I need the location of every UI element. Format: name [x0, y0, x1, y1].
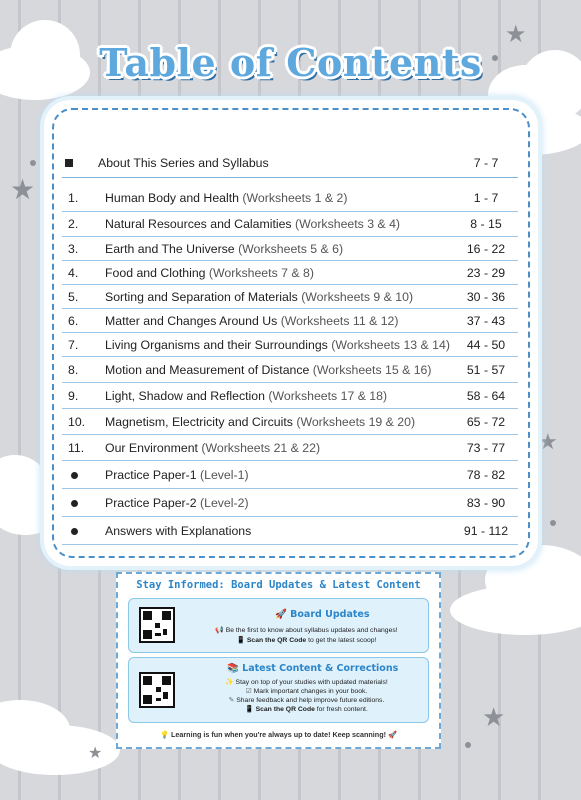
bullet-icon	[71, 528, 78, 535]
latest-content-scan-rest: for fresh content.	[314, 706, 368, 713]
board-updates-heading: Board Updates	[290, 609, 370, 620]
toc-row	[62, 185, 518, 212]
chapter-worksheets: (Worksheets 17 & 18)	[268, 388, 388, 403]
chapter-number: 8.	[68, 362, 79, 377]
toc-row	[62, 333, 518, 357]
chapter-number: 7.	[68, 337, 79, 352]
chapter-worksheets: (Worksheets 21 & 22)	[201, 440, 321, 455]
chapter-pages: 44 - 50	[466, 337, 506, 352]
chapter-pages: 51 - 57	[466, 362, 506, 377]
latest-content-line-2: Mark important changes in your book.	[253, 688, 368, 695]
chapter-pages: 73 - 77	[466, 440, 506, 455]
toc-row	[62, 435, 518, 461]
board-updates-scan-label: Scan the QR Code	[246, 637, 307, 644]
extra-pages: 91 - 112	[463, 523, 509, 538]
chapter-pages: 1 - 7	[473, 191, 499, 205]
toc-row	[62, 309, 518, 333]
chapter-pages: 16 - 22	[466, 241, 506, 256]
lightbulb-icon: 💡	[160, 730, 169, 739]
bullet-icon	[71, 500, 78, 507]
latest-content-heading: Latest Content & Corrections	[242, 663, 399, 674]
chapter-worksheets: (Worksheets 5 & 6)	[238, 241, 344, 256]
chapter-number: 5.	[68, 289, 79, 304]
chapter-pages: 65 - 72	[466, 414, 506, 429]
latest-content-line-1: Stay on top of your studies with updated materials!	[235, 679, 388, 686]
latest-content-line-3: Share feedback and help improve future editions.	[236, 697, 385, 704]
toc-row-intro	[62, 148, 518, 178]
chapter-number: 6.	[68, 313, 79, 328]
chapter-number: 2.	[68, 217, 79, 231]
rocket-icon: 🚀	[275, 609, 287, 620]
toc-row-extra	[62, 517, 518, 545]
chapter-worksheets: (Worksheets 19 & 20)	[296, 414, 416, 429]
chapter-pages: 23 - 29	[466, 265, 506, 280]
phone-icon: 📱	[236, 636, 245, 644]
page-title: Table of Contents	[99, 40, 482, 85]
megaphone-icon: 📢	[215, 626, 224, 634]
extra-pages: 83 - 90	[466, 495, 506, 510]
toc-row	[62, 357, 518, 383]
table-of-contents	[62, 148, 518, 545]
toc-row	[62, 212, 518, 237]
latest-content-box	[128, 657, 429, 723]
toc-row-extra	[62, 489, 518, 517]
pencil-icon: ✎	[228, 696, 235, 704]
phone-icon: 📱	[245, 705, 254, 713]
stay-informed-footer: Learning is fun when you're always up to date! Keep scanning!	[171, 730, 386, 739]
extra-level: (Level-1)	[200, 467, 249, 482]
rocket-icon: 🚀	[387, 730, 397, 739]
chapter-title: Magnetism, Electricity and Circuits	[105, 414, 293, 429]
page-background: ★ ★ ★ ★ ★	[0, 0, 581, 800]
chapter-number: 10.	[68, 414, 86, 429]
chapter-worksheets: (Worksheets 11 & 12)	[280, 313, 399, 328]
chapter-title: Light, Shadow and Reflection	[105, 388, 265, 403]
sparkle-icon: ✨	[225, 678, 234, 686]
chapter-title: Living Organisms and their Surroundings	[105, 337, 328, 352]
chapter-worksheets: (Worksheets 13 & 14)	[331, 337, 450, 352]
board-updates-line-1: Be the first to know about syllabus updates and changes!	[225, 627, 398, 634]
toc-intro-pages: 7 - 7	[473, 155, 499, 170]
toc-row	[62, 285, 518, 309]
latest-content-qr-code[interactable]	[139, 672, 175, 708]
extra-title: Practice Paper-1	[105, 467, 197, 482]
checkbox-icon: ☑	[245, 687, 252, 695]
chapter-number: 11.	[68, 440, 85, 455]
chapter-pages: 37 - 43	[466, 313, 506, 328]
chapter-worksheets: (Worksheets 15 & 16)	[312, 362, 432, 377]
latest-content-scan-label: Scan the QR Code	[255, 706, 315, 713]
chapter-pages: 30 - 36	[466, 289, 506, 304]
chapter-number: 3.	[68, 241, 79, 256]
chapter-number: 4.	[68, 265, 79, 280]
toc-row	[62, 261, 518, 285]
books-icon: 📚	[227, 663, 239, 674]
board-updates-qr-code[interactable]	[139, 607, 175, 643]
chapter-worksheets: (Worksheets 1 & 2)	[242, 191, 348, 205]
chapter-title: Sorting and Separation of Materials	[105, 289, 298, 304]
chapter-title: Earth and The Universe	[105, 241, 235, 256]
extra-title: Practice Paper-2	[105, 495, 197, 510]
extra-pages: 78 - 82	[466, 467, 506, 482]
chapter-title: Our Environment	[105, 440, 198, 455]
chapter-title: Food and Clothing	[105, 265, 206, 280]
chapter-pages: 58 - 64	[466, 388, 506, 403]
toc-row	[62, 383, 518, 409]
chapter-title: Human Body and Health	[105, 191, 239, 205]
chapter-number: 1.	[68, 191, 79, 205]
chapter-number: 9.	[68, 388, 79, 403]
stay-informed-title: Stay Informed: Board Updates & Latest Content	[136, 579, 421, 591]
extra-title: Answers with Explanations	[105, 523, 252, 538]
chapter-worksheets: (Worksheets 3 & 4)	[295, 217, 401, 231]
chapter-worksheets: (Worksheets 9 & 10)	[301, 289, 414, 304]
board-updates-box	[128, 598, 429, 653]
toc-intro-label: About This Series and Syllabus	[98, 155, 269, 170]
chapter-title: Matter and Changes Around Us	[105, 313, 278, 328]
chapter-pages: 8 - 15	[470, 217, 502, 231]
bullet-icon	[71, 472, 78, 479]
toc-row	[62, 409, 518, 435]
extra-level: (Level-2)	[200, 495, 249, 510]
chapter-worksheets: (Worksheets 7 & 8)	[208, 265, 314, 280]
square-bullet-icon	[65, 159, 73, 167]
chapter-title: Motion and Measurement of Distance	[105, 362, 310, 377]
stay-informed-panel	[116, 572, 441, 749]
toc-row	[62, 237, 518, 261]
chapter-title: Natural Resources and Calamities	[105, 217, 292, 231]
board-updates-scan-rest: to get the latest scoop!	[306, 637, 377, 644]
toc-row-extra	[62, 461, 518, 489]
